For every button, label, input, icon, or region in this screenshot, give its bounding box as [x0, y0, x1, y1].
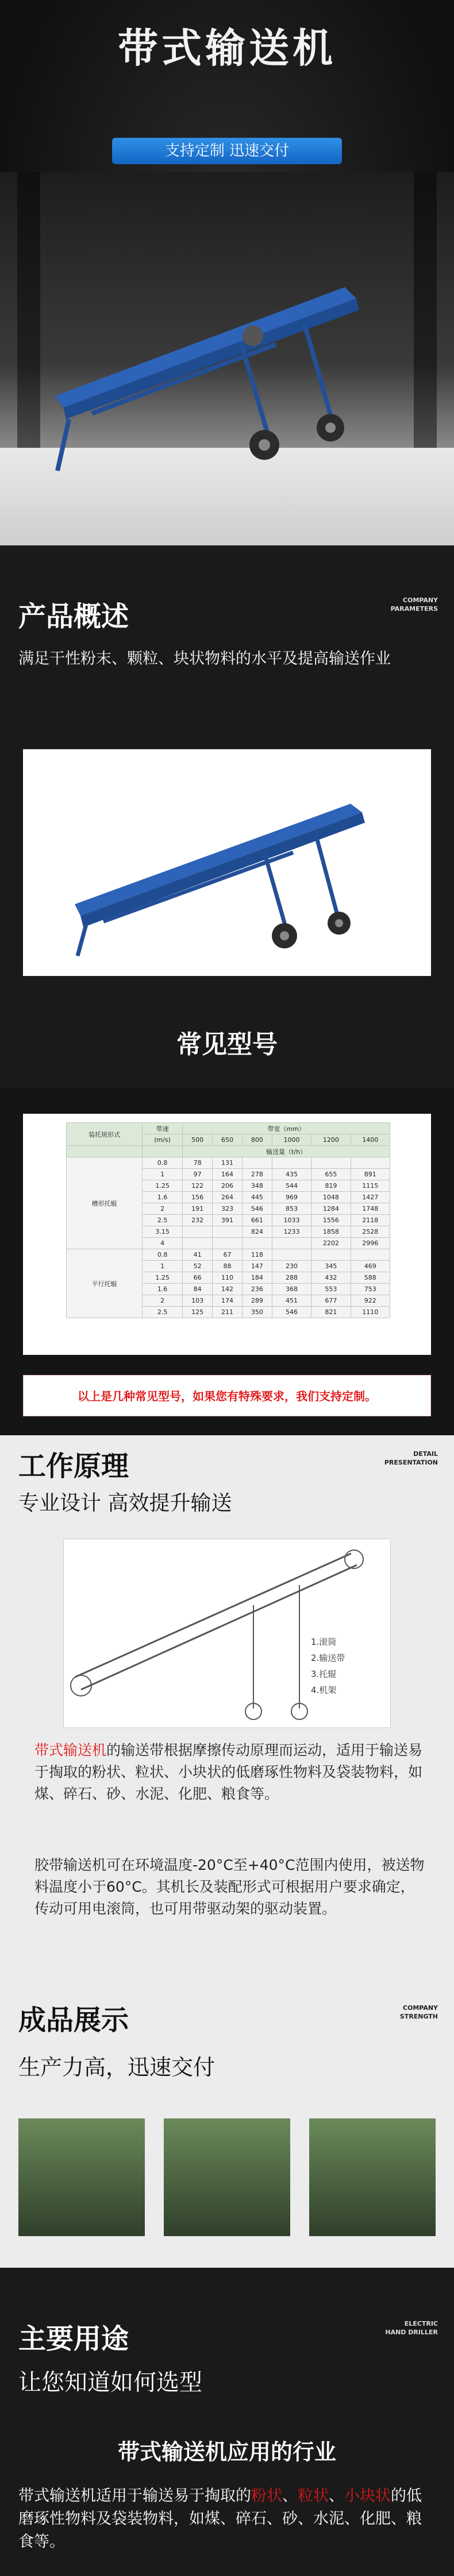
volume-cell: 323: [213, 1203, 243, 1215]
volume-cell: 97: [183, 1169, 213, 1180]
volume-cell: 922: [351, 1295, 390, 1307]
speed-cell: 0.8: [143, 1157, 183, 1169]
speed-cell: 1: [143, 1261, 183, 1272]
tag-line: PARAMETERS: [390, 605, 438, 613]
volume-cell: 191: [183, 1203, 213, 1215]
structure-diagram: [63, 1539, 391, 1728]
table-row: [67, 1157, 390, 1169]
legend-item: 2.输送带: [311, 1653, 345, 1663]
volume-cell: 1427: [351, 1192, 390, 1203]
speed-cell: 2.5: [143, 1215, 183, 1226]
overview-tag: [391, 596, 438, 613]
volume-cell: 211: [213, 1307, 243, 1318]
usage-tag: [385, 2319, 438, 2337]
volume-cell: 232: [183, 1215, 213, 1226]
volume-cell: 122: [183, 1180, 213, 1192]
showcase-subtitle: 生产力高，迅速交付: [18, 2055, 216, 2080]
volume-cell: 131: [213, 1157, 243, 1169]
models-heading: 常见型号: [176, 1030, 278, 1059]
volume-cell: 67: [213, 1249, 243, 1261]
table-header-row: [67, 1146, 390, 1157]
product-photo: [164, 2118, 290, 2236]
principle-paragraph-1: [34, 1740, 425, 1805]
volume-cell: 677: [311, 1295, 351, 1307]
custom-note: 以上是几种常见型号，如果您有特殊要求，我们支持定制。: [23, 1375, 431, 1416]
volume-cell: 278: [242, 1169, 272, 1180]
volume-cell: 125: [183, 1307, 213, 1318]
volume-cell: 853: [272, 1203, 311, 1215]
blank-cell: [143, 1146, 183, 1157]
volume-cell: 156: [183, 1192, 213, 1203]
paragraph-text: 带式输送机适用于输送易于掏取的: [18, 2487, 251, 2505]
principle-heading: 工作原理: [18, 1450, 129, 1482]
volume-cell: [183, 1226, 213, 1238]
volume-cell: 1048: [311, 1192, 351, 1203]
usage-heading: 主要用途: [18, 2323, 129, 2355]
product-photo: [309, 2118, 436, 2236]
volume-cell: 2118: [351, 1215, 390, 1226]
volume-cell: 391: [213, 1215, 243, 1226]
volume-cell: [272, 1238, 311, 1249]
volume-cell: 435: [272, 1169, 311, 1180]
industry-title: 带式输送机应用的行业: [117, 2439, 336, 2465]
volume-cell: [183, 1238, 213, 1249]
speed-cell: 3.15: [143, 1226, 183, 1238]
volume-cell: 819: [311, 1180, 351, 1192]
volume-cell: 661: [242, 1215, 272, 1226]
volume-cell: 2202: [311, 1238, 351, 1249]
volume-cell: [351, 1157, 390, 1169]
tag-line: PRESENTATION: [384, 1459, 438, 1466]
volume-cell: 2996: [351, 1238, 390, 1249]
volume-cell: 88: [213, 1261, 243, 1272]
tag-line: DETAIL: [413, 1450, 438, 1458]
principle-paragraph-2: 胶带输送机可在环境温度-20°C至+40°C范围内使用，被送物料温度小于60°C。其机长及装配形式可根据用户要求确定，传动可用电滚筒，也可用带驱动架的驱动装置。: [34, 1857, 425, 1917]
volume-cell: 78: [183, 1157, 213, 1169]
separator: 、: [329, 2487, 344, 2505]
speed-unit-header: (m/s): [143, 1134, 183, 1146]
volume-cell: 891: [351, 1169, 390, 1180]
volume-cell: 469: [351, 1261, 390, 1272]
volume-cell: 66: [183, 1272, 213, 1284]
volume-cell: 84: [183, 1284, 213, 1295]
volume-cell: 588: [351, 1272, 390, 1284]
overview-heading: 产品概述: [18, 601, 129, 633]
volume-cell: 368: [272, 1284, 311, 1295]
speed-cell: 0.8: [143, 1249, 183, 1261]
volume-cell: 350: [242, 1307, 272, 1318]
volume-cell: 230: [272, 1261, 311, 1272]
volume-cell: [272, 1249, 311, 1261]
table-row: [67, 1249, 390, 1261]
volume-cell: 546: [242, 1203, 272, 1215]
volume-cell: 969: [272, 1192, 311, 1203]
volume-cell: 289: [242, 1295, 272, 1307]
spec-table: [66, 1122, 390, 1318]
table-header-row: [67, 1123, 390, 1134]
usage-section: [0, 2268, 454, 2576]
highlight-term: 粉状: [251, 2487, 282, 2505]
volume-cell: 142: [213, 1284, 243, 1295]
volume-cell: 164: [213, 1169, 243, 1180]
volume-cell: 546: [272, 1307, 311, 1318]
paragraph-text: 的输送带根据摩擦传动原理而运动，适用于输送易于掏取的粉状、粒状、小块状的低磨琢性物料及袋装物料，如煤、碎石、砂、水泥、化肥、粮食等。: [34, 1742, 423, 1802]
volume-header: 输送量（t/h）: [183, 1146, 390, 1157]
volume-cell: 1556: [311, 1215, 351, 1226]
volume-cell: [272, 1157, 311, 1169]
speed-cell: 1.6: [143, 1192, 183, 1203]
overview-subtitle: 满足干性粉末、颗粒、块状物料的水平及提高输送作业: [18, 650, 391, 668]
legend-item: 3.托辊: [311, 1669, 337, 1679]
speed-cell: 1.25: [143, 1272, 183, 1284]
volume-cell: 432: [311, 1272, 351, 1284]
speed-header: 带速: [143, 1123, 183, 1134]
volume-cell: 41: [183, 1249, 213, 1261]
volume-cell: 147: [242, 1261, 272, 1272]
volume-cell: 1110: [351, 1307, 390, 1318]
highlight-term: 粒状: [298, 2487, 329, 2505]
tag-line: ELECTRIC: [404, 2320, 438, 2327]
product-photo: [18, 2118, 145, 2236]
volume-cell: 753: [351, 1284, 390, 1295]
volume-cell: [311, 1157, 351, 1169]
highlight-term: 带式输送机: [34, 1742, 107, 1758]
product-image-card: [23, 749, 431, 976]
volume-cell: 345: [311, 1261, 351, 1272]
volume-cell: 445: [242, 1192, 272, 1203]
paragraph-text: 的低磨琢性物料及袋装物料，如煤、碎石、砂、水泥、化肥、粮食等。: [18, 2487, 422, 2551]
usage-subtitle: 让您知道如何选型: [18, 2369, 202, 2396]
volume-cell: 824: [242, 1226, 272, 1238]
volume-cell: 103: [183, 1295, 213, 1307]
volume-cell: 348: [242, 1180, 272, 1192]
hero-section: [0, 0, 454, 545]
hero-title: 带式输送机: [118, 25, 336, 72]
volume-cell: 1033: [272, 1215, 311, 1226]
width-header: 带宽（mm）: [183, 1123, 390, 1134]
volume-cell: 451: [272, 1295, 311, 1307]
width-cell: 800: [242, 1134, 272, 1146]
speed-cell: 4: [143, 1238, 183, 1249]
volume-cell: 1748: [351, 1203, 390, 1215]
width-cell: 1400: [351, 1134, 390, 1146]
width-cell: 500: [183, 1134, 213, 1146]
tag-line: HAND DRILLER: [385, 2329, 438, 2336]
volume-cell: 236: [242, 1284, 272, 1295]
legend-item: 1.滚筒: [311, 1637, 337, 1647]
principle-tag: [384, 1450, 438, 1467]
overview-section: [0, 545, 454, 1088]
usage-paragraph: [18, 2485, 436, 2554]
volume-cell: 288: [272, 1272, 311, 1284]
volume-cell: [213, 1226, 243, 1238]
volume-cell: 184: [242, 1272, 272, 1284]
volume-cell: 1858: [311, 1226, 351, 1238]
volume-cell: [242, 1157, 272, 1169]
diagram-legend: [311, 1634, 345, 1698]
blank-cell: [67, 1146, 143, 1157]
tag-line: COMPANY: [402, 596, 438, 604]
speed-cell: 2: [143, 1295, 183, 1307]
principle-subtitle: 专业设计 高效提升输送: [18, 1492, 232, 1515]
volume-cell: 553: [311, 1284, 351, 1295]
conveyor-hero-image: [0, 172, 454, 494]
speed-cell: 1: [143, 1169, 183, 1180]
roller-type-cell: 槽形托辊: [67, 1157, 143, 1249]
volume-cell: 544: [272, 1180, 311, 1192]
volume-cell: 206: [213, 1180, 243, 1192]
table-corner-cell: 装托规形式: [67, 1123, 143, 1146]
volume-cell: 174: [213, 1295, 243, 1307]
volume-cell: [311, 1249, 351, 1261]
speed-cell: 1.25: [143, 1180, 183, 1192]
volume-cell: 1284: [311, 1203, 351, 1215]
principle-section: [0, 1435, 454, 1986]
speed-cell: 2.5: [143, 1307, 183, 1318]
speed-cell: 2: [143, 1203, 183, 1215]
volume-cell: 52: [183, 1261, 213, 1272]
showcase-tag: [400, 2004, 438, 2021]
tag-line: STRENGTH: [399, 2013, 438, 2020]
width-cell: 1000: [272, 1134, 311, 1146]
tag-line: COMPANY: [402, 2004, 438, 2012]
legend-item: 4.机架: [311, 1685, 337, 1695]
volume-cell: 1233: [272, 1226, 311, 1238]
separator: 、: [282, 2487, 298, 2505]
volume-cell: [351, 1249, 390, 1261]
highlight-term: 小块状: [344, 2487, 391, 2505]
volume-cell: [213, 1238, 243, 1249]
spec-table-body: [67, 1157, 390, 1318]
roller-type-cell: 平行托辊: [67, 1249, 143, 1318]
width-cell: 650: [213, 1134, 243, 1146]
conveyor-product-image: [23, 749, 431, 976]
showcase-heading: 成品展示: [18, 2004, 129, 2036]
volume-cell: 2528: [351, 1226, 390, 1238]
volume-cell: 1115: [351, 1180, 390, 1192]
volume-cell: 110: [213, 1272, 243, 1284]
width-cell: 1200: [311, 1134, 351, 1146]
volume-cell: [242, 1238, 272, 1249]
volume-cell: 264: [213, 1192, 243, 1203]
volume-cell: 655: [311, 1169, 351, 1180]
volume-cell: 821: [311, 1307, 351, 1318]
volume-cell: 118: [242, 1249, 272, 1261]
speed-cell: 1.6: [143, 1284, 183, 1295]
hero-badge: 支持定制 迅速交付: [112, 138, 342, 164]
